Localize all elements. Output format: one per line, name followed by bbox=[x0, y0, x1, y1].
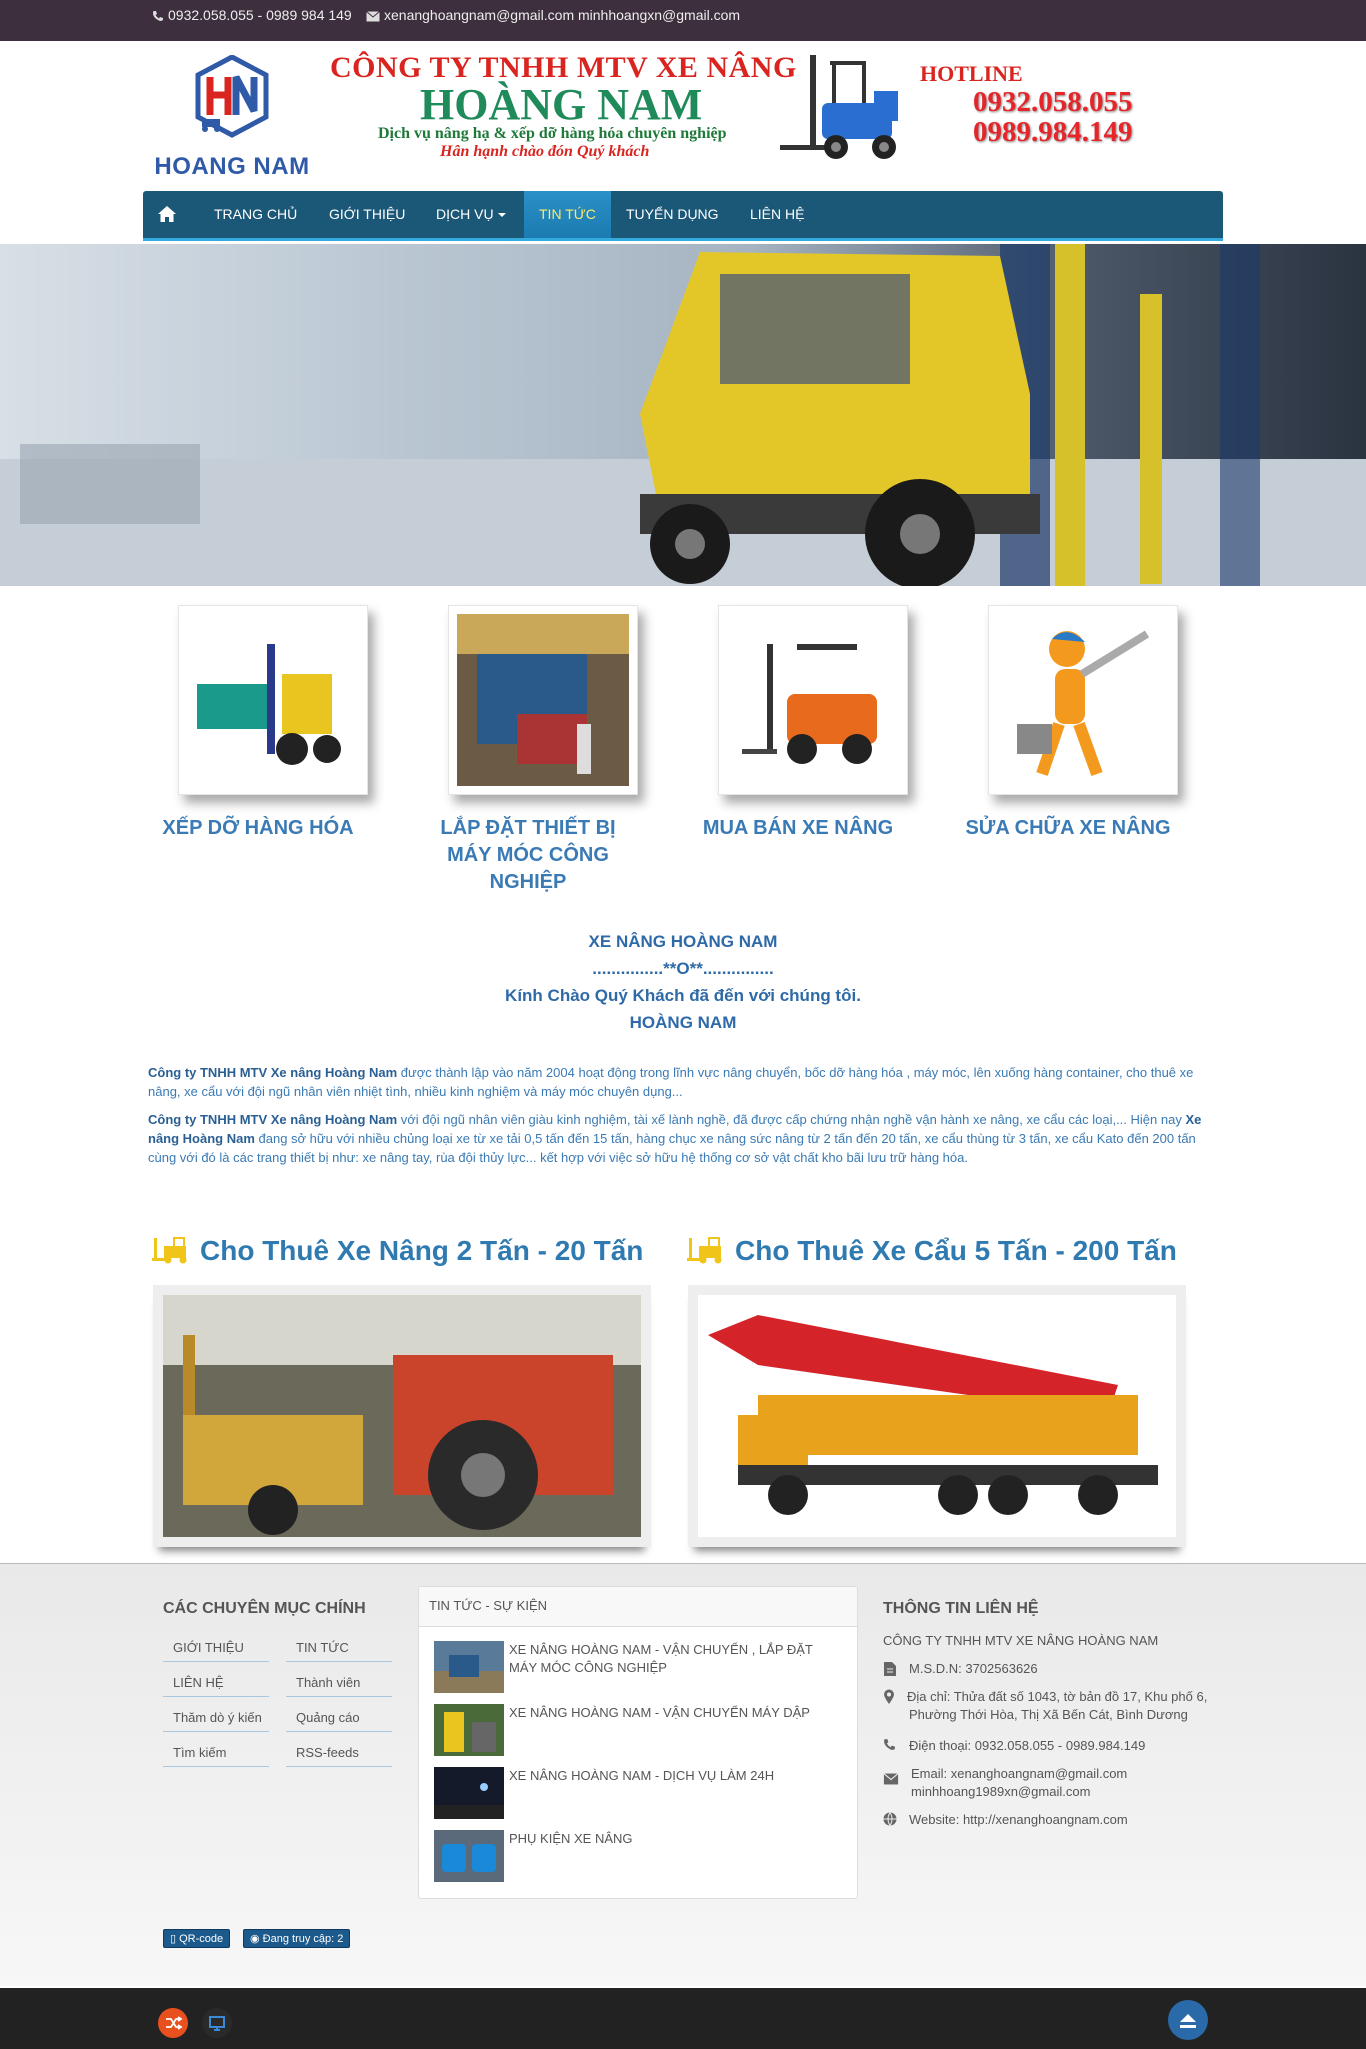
slogan: Dịch vụ nâng hạ & xếp dỡ hàng hóa chuyên nghiệp bbox=[378, 125, 727, 142]
service-image-frame bbox=[448, 605, 638, 795]
contact-tax-id bbox=[883, 1660, 1223, 1678]
news-title[interactable]: XE NÂNG HOÀNG NAM - VẬN CHUYỂN MÁY DẬP bbox=[509, 1705, 810, 1720]
contact-website-text[interactable]: Website: http://xenanghoangnam.com bbox=[909, 1812, 1128, 1827]
envelope-icon bbox=[883, 1773, 899, 1785]
service-image-frame bbox=[178, 605, 368, 795]
footer-contact-title: THÔNG TIN LIÊN HỆ bbox=[883, 1600, 1039, 1617]
nav-item-about[interactable]: GIỚI THIỆU bbox=[329, 206, 406, 222]
qr-code-label: QR-code bbox=[179, 1933, 224, 1945]
logo-text: HOANG NAM bbox=[154, 153, 310, 180]
hotline-number-1[interactable]: 0932.058.055 bbox=[973, 86, 1133, 118]
contact-email bbox=[883, 1765, 1223, 1801]
about-text-1: được thành lập vào năm 2004 hoạt động trong lĩnh vực nâng chuyển, bốc dỡ hàng hóa , máy móc, lên xuống hàng container, cho thuê xe nâng, xe cẩu với đội ngũ nhân viên nhiệt tình, nhiều kinh nghiệm và máy móc chuyên dụng... bbox=[148, 1065, 1194, 1099]
news-panel-title: TIN TỨC - SỰ KIỆN bbox=[419, 1587, 857, 1627]
brand-name: HOÀNG NAM bbox=[420, 80, 703, 129]
about-company-name: Công ty TNHH MTV Xe nâng Hoàng Nam bbox=[148, 1112, 398, 1127]
rental-crane-heading[interactable] bbox=[687, 1235, 1177, 1267]
footer-link-ads[interactable]: Quảng cáo bbox=[286, 1710, 392, 1732]
nav-item-recruitment[interactable]: TUYỂN DỤNG bbox=[626, 206, 719, 222]
about-brand-name: Xe nâng Hoàng Nam bbox=[148, 1112, 1202, 1146]
top-email-text[interactable]: xenanghoangnam@gmail.com minhhoangxn@gmail.com bbox=[384, 7, 741, 23]
footer-link-members[interactable]: Thành viên bbox=[286, 1675, 392, 1697]
globe-icon bbox=[883, 1812, 897, 1826]
company-line: CÔNG TY TNHH MTV XE NÂNG bbox=[330, 51, 797, 84]
service-card-loading[interactable] bbox=[148, 605, 368, 842]
online-counter-button[interactable] bbox=[243, 1929, 350, 1948]
hotline bbox=[920, 61, 1133, 147]
footer-link-search[interactable]: Tìm kiếm bbox=[163, 1745, 269, 1767]
contact-address bbox=[883, 1688, 1223, 1724]
phone-icon bbox=[152, 10, 164, 22]
contact-address-text: Địa chỉ: Thửa đất số 1043, tờ bản đồ 17, Khu phố 6, Phường Thới Hòa, Thị Xã Bến Cát, Bình Dương bbox=[907, 1689, 1208, 1722]
factory-machine-image bbox=[457, 614, 629, 786]
site-header bbox=[0, 41, 1366, 191]
top-phone-text: 0932.058.055 - 0989 984 149 bbox=[168, 7, 352, 23]
forklift-icon bbox=[152, 1236, 194, 1264]
forklift-icon bbox=[770, 51, 910, 163]
contact-tax-id-text: M.S.D.N: 3702563626 bbox=[909, 1661, 1038, 1676]
footer-link-poll[interactable]: Thăm dò ý kiến bbox=[163, 1710, 269, 1732]
news-thumbnail bbox=[434, 1641, 504, 1693]
top-phone bbox=[152, 7, 352, 23]
service-label: XẾP DỠ HÀNG HÓA bbox=[162, 817, 354, 839]
service-label: MUA BÁN XE NÂNG bbox=[702, 817, 894, 839]
footer-link-contact[interactable]: LIÊN HỆ bbox=[163, 1675, 269, 1697]
hero-slider[interactable] bbox=[0, 244, 1366, 586]
nav-item-news[interactable]: TIN TỨC bbox=[524, 191, 611, 238]
mobile-icon: ▯ bbox=[170, 1933, 180, 1945]
contact-phone-text[interactable]: Điện thoại: 0932.058.055 - 0989.984.149 bbox=[909, 1738, 1146, 1753]
news-thumbnail bbox=[434, 1767, 504, 1819]
hn-logo-icon bbox=[194, 55, 270, 141]
contact-company: CÔNG TY TNHH MTV XE NÂNG HOÀNG NAM bbox=[883, 1633, 1159, 1648]
scroll-to-top-icon[interactable] bbox=[1168, 2000, 1208, 2040]
footer-link-about[interactable]: GIỚI THIỆU bbox=[163, 1640, 269, 1662]
service-label: SỬA CHỮA XE NÂNG bbox=[965, 817, 1171, 839]
hotline-number-2[interactable]: 0989.984.149 bbox=[973, 116, 1133, 148]
desktop-icon[interactable] bbox=[202, 2008, 232, 2038]
service-label: LẮP ĐẶT THIẾT BỊ MÁY MÓC CÔNG NGHIỆP bbox=[440, 817, 616, 893]
bottom-bar bbox=[0, 1988, 1366, 2049]
service-image-frame bbox=[988, 605, 1178, 795]
forklift-container-image bbox=[187, 614, 359, 786]
rental-forklift-title: Cho Thuê Xe Nâng 2 Tấn - 20 Tấn bbox=[200, 1235, 644, 1266]
nav-item-services-label: DỊCH VỤ bbox=[436, 206, 494, 222]
site-footer bbox=[0, 1563, 1366, 1986]
document-icon bbox=[883, 1661, 897, 1677]
intro-brand: HOÀNG NAM bbox=[629, 1013, 737, 1032]
intro-divider: ...............**O**............... bbox=[592, 959, 774, 978]
top-contact-bar bbox=[0, 0, 1366, 41]
about-company-name: Công ty TNHH MTV Xe nâng Hoàng Nam bbox=[148, 1065, 398, 1080]
nav-item-home[interactable]: TRANG CHỦ bbox=[214, 206, 298, 222]
online-counter-label: Đang truy cập: 2 bbox=[262, 1933, 344, 1945]
footer-link-news[interactable]: TIN TỨC bbox=[286, 1640, 392, 1662]
about-paragraph-1 bbox=[148, 1063, 1220, 1101]
nav-item-contact[interactable]: LIÊN HỆ bbox=[750, 206, 805, 222]
main-nav bbox=[143, 191, 1223, 241]
footer-categories-title: CÁC CHUYÊN MỤC CHÍNH bbox=[163, 1600, 366, 1617]
forklift-rental-photo[interactable] bbox=[153, 1285, 651, 1547]
service-card-repair[interactable] bbox=[958, 605, 1178, 842]
intro-title: XE NÂNG HOÀNG NAM bbox=[588, 932, 778, 951]
footer-link-rss[interactable]: RSS-feeds bbox=[286, 1745, 392, 1767]
service-card-trading[interactable] bbox=[688, 605, 908, 842]
site-logo[interactable] bbox=[152, 51, 312, 180]
shuffle-icon[interactable] bbox=[158, 2008, 188, 2038]
hotline-label: HOTLINE bbox=[920, 61, 1023, 86]
rental-crane-title: Cho Thuê Xe Cẩu 5 Tấn - 200 Tấn bbox=[735, 1235, 1177, 1266]
nav-item-services[interactable] bbox=[436, 191, 506, 238]
forklift-icon bbox=[687, 1236, 729, 1264]
news-thumbnail bbox=[434, 1704, 504, 1756]
caret-down-icon bbox=[498, 213, 506, 217]
news-title[interactable]: XE NÂNG HOÀNG NAM - VẬN CHUYỂN , LẮP ĐẶT MÁY MÓC CÔNG NGHIỆP bbox=[509, 1642, 813, 1675]
news-title[interactable]: PHỤ KIỆN XE NÂNG bbox=[509, 1831, 633, 1846]
news-title[interactable]: XE NÂNG HOÀNG NAM - DỊCH VỤ LÀM 24H bbox=[509, 1768, 775, 1783]
about-text-3: đang sở hữu với nhiều chủng loại xe từ xe tải 0,5 tấn đến 15 tấn, hàng chục xe nâng sức nâng từ 2 tấn đến 20 tấn, xe cẩu thùng từ 3 tấn, xe cẩu Kato đến 200 tấn cùng với đó là các trang thiết bị như: xe nâng tay, rùa đội thủy lực... kết hợp với việc sở hữu hệ thống cơ sở vật chất kho bãi lưu trữ hàng hóa. bbox=[148, 1131, 1196, 1165]
about-paragraph-2 bbox=[148, 1110, 1220, 1167]
contact-email-1[interactable]: Email: xenanghoangnam@gmail.com bbox=[911, 1766, 1128, 1781]
hero-forklift-image bbox=[0, 244, 1366, 586]
welcome-block bbox=[0, 928, 1366, 1036]
news-thumbnail bbox=[434, 1830, 504, 1882]
eye-icon: ◉ bbox=[250, 1933, 263, 1945]
orange-forklift-image bbox=[727, 614, 899, 786]
top-email bbox=[366, 7, 740, 23]
about-text bbox=[148, 1063, 1220, 1176]
phone-icon bbox=[883, 1738, 896, 1751]
service-image-frame bbox=[718, 605, 908, 795]
welcome-text: Hân hạnh chào đón Quý khách bbox=[440, 143, 650, 160]
news-panel bbox=[418, 1586, 858, 1899]
qr-code-button[interactable] bbox=[163, 1929, 230, 1948]
contact-phone bbox=[883, 1737, 1223, 1755]
envelope-icon bbox=[366, 11, 380, 22]
map-marker-icon bbox=[883, 1689, 895, 1705]
old-forklifts-image bbox=[163, 1295, 641, 1537]
repairman-wrench-image bbox=[997, 614, 1169, 786]
header-banner bbox=[330, 51, 800, 161]
home-icon[interactable] bbox=[157, 205, 177, 223]
sany-crane-image bbox=[698, 1295, 1176, 1537]
contact-website bbox=[883, 1811, 1223, 1829]
service-card-installation[interactable] bbox=[418, 605, 638, 896]
about-text-2: với đội ngũ nhân viên giàu kinh nghiệm, tài xế lành nghề, đã được cấp chứng nhận nghề vận hành xe nâng, xe cẩu các loại,... Hiện nay bbox=[397, 1112, 1186, 1127]
crane-rental-photo[interactable] bbox=[688, 1285, 1186, 1547]
intro-greeting: Kính Chào Quý Khách đã đến với chúng tôi. bbox=[505, 986, 861, 1005]
contact-email-2[interactable]: minhhoang1989xn@gmail.com bbox=[911, 1784, 1091, 1799]
rental-forklift-heading[interactable] bbox=[152, 1235, 643, 1267]
